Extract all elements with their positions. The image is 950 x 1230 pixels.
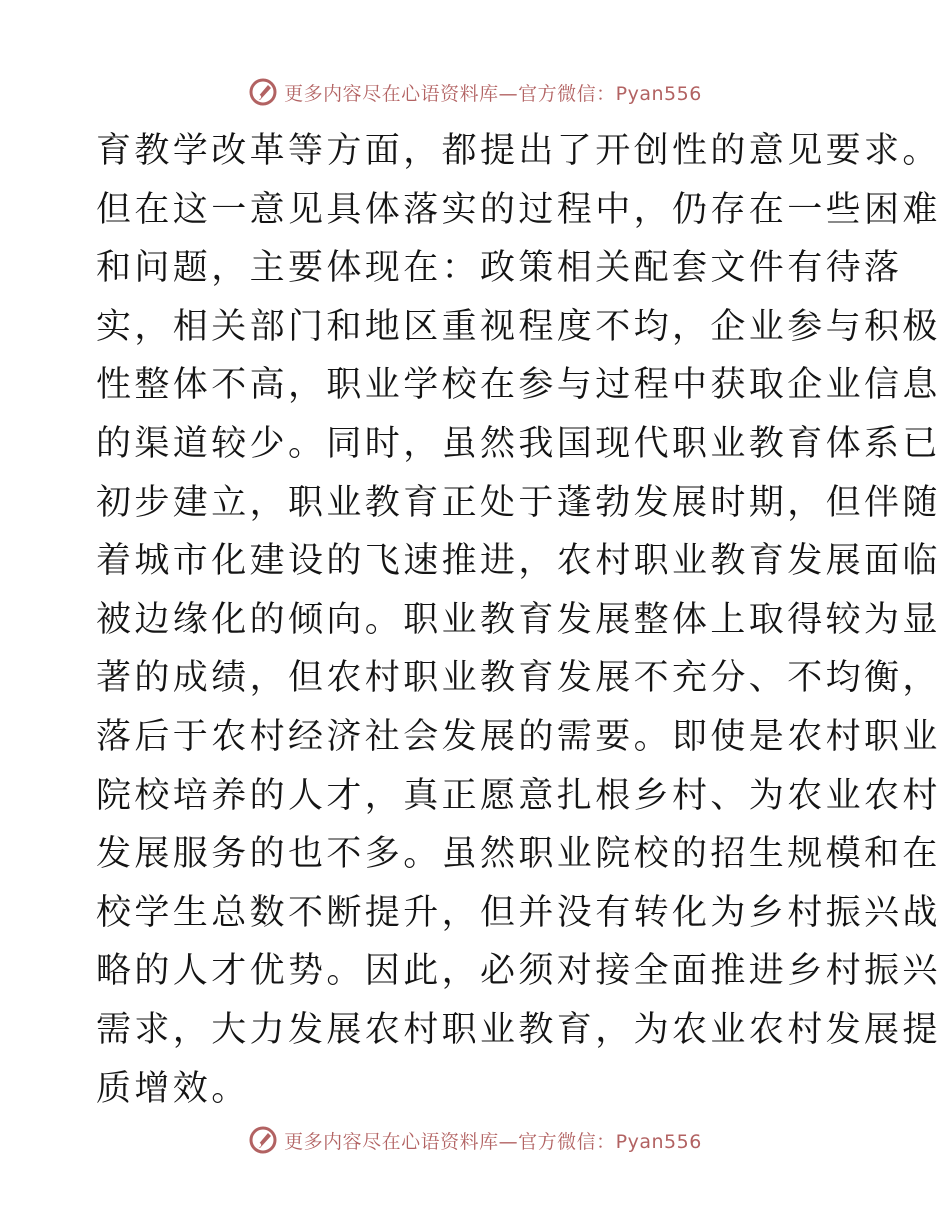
- body-line: 实，相关部门和地区重视程度不均，企业参与积极: [96, 306, 941, 347]
- body-line: 育教学改革等方面，都提出了开创性的意见要求。: [96, 131, 941, 171]
- pen-logo-icon: [248, 77, 278, 107]
- body-line: 落后于农村经济社会发展的需要。即使是农村职业: [96, 716, 941, 757]
- footer-banner-inner: [248, 1125, 702, 1155]
- body-line: 性整体不高，职业学校在参与过程中获取企业信息: [96, 365, 941, 406]
- header-banner: [0, 72, 950, 112]
- body-line: 需求，大力发展农村职业教育，为农业农村发展提: [96, 1009, 941, 1050]
- body-line: 发展服务的也不多。虽然职业院校的招生规模和在: [96, 834, 941, 875]
- body-line: 质增效。: [96, 1068, 250, 1109]
- footer-banner-text: 更多内容尽在心语资料库—官方微信：Pyan556: [284, 1130, 702, 1153]
- body-line: 校学生总数不断提升，但并没有转化为乡村振兴战: [96, 892, 941, 933]
- body-line: 院校培养的人才，真正愿意扎根乡村、为农业农村: [96, 775, 941, 816]
- body-line: 略的人才优势。因此，必须对接全面推进乡村振兴: [96, 951, 941, 992]
- body-line: 的渠道较少。同时，虽然我国现代职业教育体系已: [96, 423, 941, 464]
- header-banner-inner: [248, 77, 702, 107]
- body-line: 初步建立，职业教育正处于蓬勃发展时期，但伴随: [96, 482, 941, 523]
- body-paragraph: [96, 122, 941, 1118]
- footer-banner: [0, 1120, 950, 1160]
- body-line: 但在这一意见具体落实的过程中，仍存在一些困难: [96, 189, 941, 230]
- body-line: 著的成绩，但农村职业教育发展不充分、不均衡，: [96, 658, 941, 699]
- body-line: 着城市化建设的飞速推进，农村职业教育发展面临: [96, 541, 941, 582]
- header-banner-text: 更多内容尽在心语资料库—官方微信：Pyan556: [284, 82, 702, 105]
- body-line: 和问题，主要体现在：政策相关配套文件有待落: [96, 248, 903, 289]
- pen-logo-icon: [248, 1125, 278, 1155]
- body-line: 被边缘化的倾向。职业教育发展整体上取得较为显: [96, 599, 941, 640]
